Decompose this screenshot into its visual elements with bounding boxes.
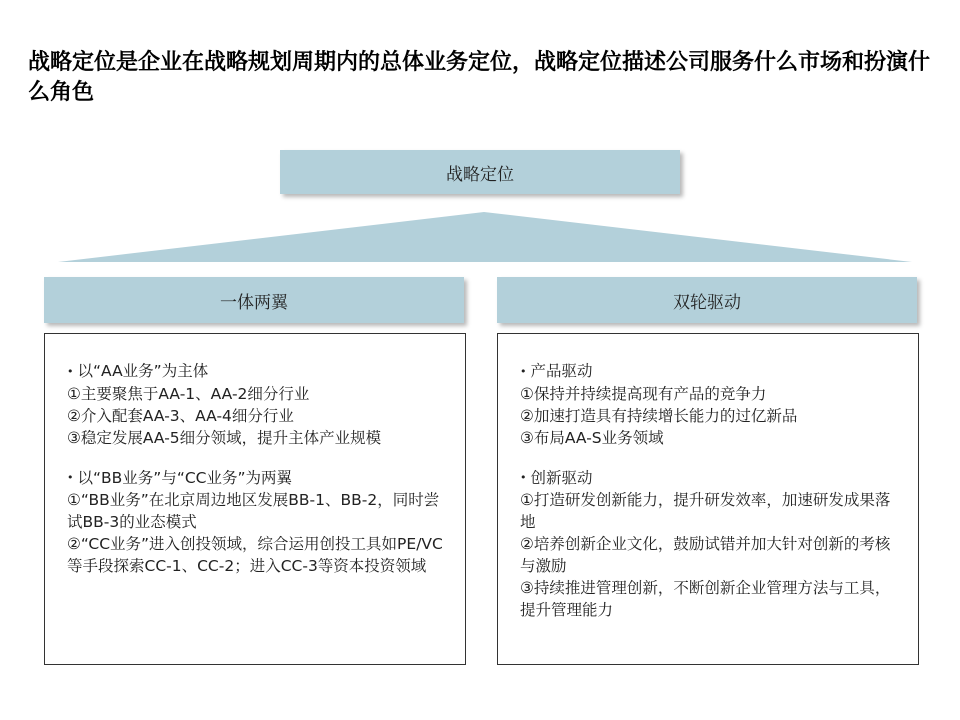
right-block-innovation-item: ③持续推进管理创新，不断创新企业管理方法与工具，提升管理能力 [520,579,891,619]
right-block-product-item: ②加速打造具有持续增长能力的过亿新品 [520,406,798,425]
left-column-header-label: 一体两翼 [220,292,288,313]
right-block-innovation-heading-text: 创新驱动 [530,468,593,487]
strategy-positioning-label: 战略定位 [446,164,514,185]
right-block-product-item: ①保持并持续提高现有产品的竞争力 [520,384,767,403]
left-content-box [44,333,466,665]
right-block-product-item: ③布局AA-S业务领域 [520,428,664,447]
right-column-header-label: 双轮驱动 [673,292,741,313]
bullet-icon: • [67,471,74,484]
left-block-wings-heading [67,467,449,490]
bullet-icon: • [520,471,527,484]
left-block-main-heading [67,360,449,383]
right-block-product-heading-text: 产品驱动 [530,362,593,380]
left-block-wings-item: ①“BB业务”在北京周边地区发展BB-1、BB-2，同时尝试BB-3的业态模式 [67,491,440,531]
bullet-icon: • [520,364,527,378]
bullet-icon: • [67,364,74,378]
right-content-box [497,333,919,665]
left-block-wings-item: ②“CC业务”进入创投领域，综合运用创投工具如PE/VC等手段探索CC-1、CC-2；进入CC-3等资本投资领域 [67,535,443,575]
left-block-main-item: ③稳定发展AA-5细分领域，提升主体产业规模 [67,428,382,447]
right-block-innovation [520,467,902,622]
left-block-wings-heading-text: 以“BB业务”与“CC业务”为两翼 [77,468,293,487]
right-block-product [520,360,902,449]
strategy-positioning-box [280,150,680,194]
left-block-wings [67,467,449,578]
right-block-innovation-item: ②培养创新企业文化，鼓励试错并加大针对创新的考核与激励 [520,535,891,575]
left-block-main-item: ①主要聚焦于AA-1、AA-2细分行业 [67,384,310,403]
right-block-innovation-heading [520,467,902,490]
left-block-main [67,360,449,449]
left-block-main-item: ②介入配套AA-3、AA-4细分行业 [67,406,294,425]
left-column-header [44,277,464,323]
right-block-product-heading [520,360,902,383]
page-title: 战略定位是企业在战略规划周期内的总体业务定位，战略定位描述公司服务什么市场和扮演什么角色 [28,50,931,105]
right-block-innovation-item: ①打造研发创新能力，提升研发效率，加速研发成果落地 [520,491,891,531]
left-block-main-heading-text: 以“AA业务”为主体 [77,362,209,380]
right-column-header [497,277,917,323]
